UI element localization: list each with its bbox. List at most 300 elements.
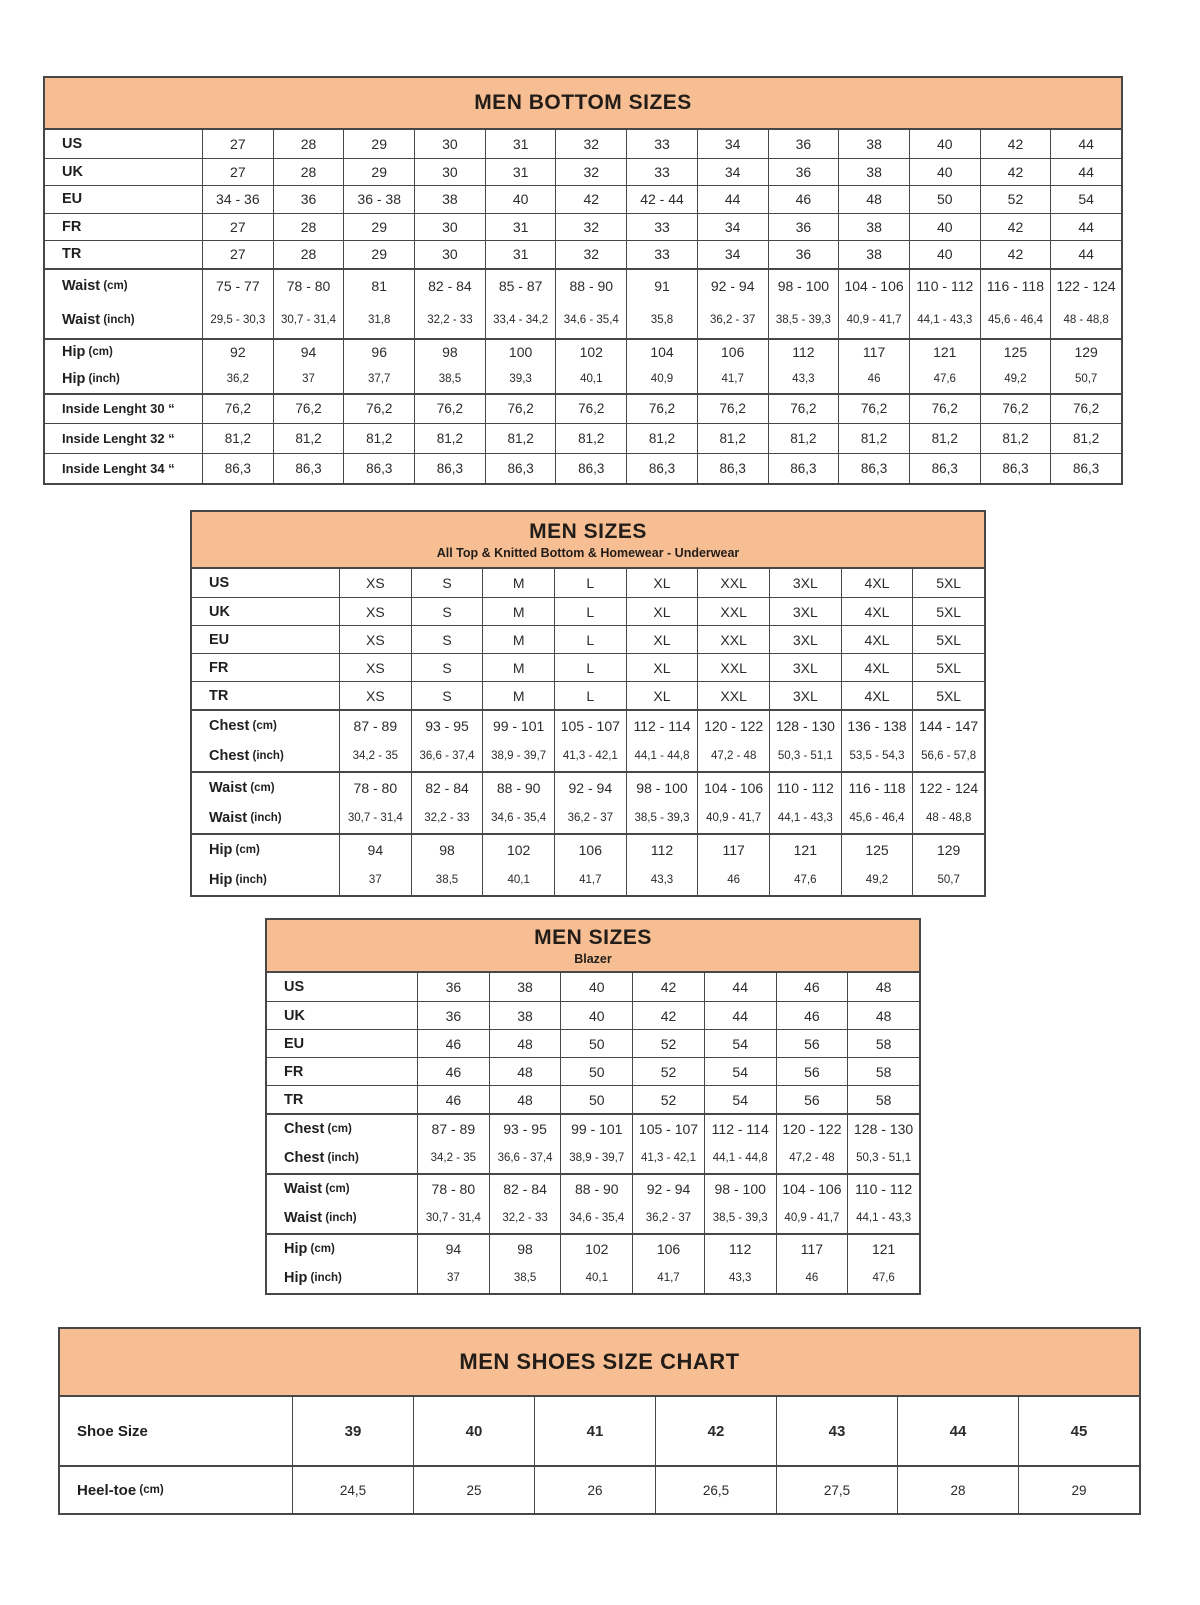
table-cell: 46 <box>417 1058 489 1085</box>
table-cell: 50,7 <box>912 864 984 895</box>
table-row <box>45 393 1121 423</box>
table-cell: 3XL <box>769 569 841 597</box>
table-row <box>45 423 1121 453</box>
table-cell: 58 <box>847 1030 919 1057</box>
table-cell: 40,1 <box>560 1263 632 1293</box>
table-cell: 31 <box>485 241 556 268</box>
table-cell: 44,1 - 43,3 <box>769 802 841 833</box>
table-cell: 121 <box>909 340 980 366</box>
table-cell: 30 <box>414 214 485 241</box>
table-cell: 33 <box>626 214 697 241</box>
table-cell: 3XL <box>769 654 841 681</box>
table-cell: 46 <box>417 1030 489 1057</box>
table-cell: 38 <box>489 1002 561 1029</box>
table-cell: 32,2 - 33 <box>411 802 483 833</box>
table-cell: 26,5 <box>655 1467 776 1513</box>
table-cell: 38,5 <box>414 365 485 393</box>
table-row <box>45 130 1121 158</box>
table-cell: 81,2 <box>980 424 1051 453</box>
table-cell: 50 <box>560 1058 632 1085</box>
table-cell: 81,2 <box>202 424 273 453</box>
table-cell: 40 <box>909 159 980 186</box>
table-cell: 36,6 - 37,4 <box>411 740 483 771</box>
table-cell: 86,3 <box>1050 454 1121 483</box>
table-cell: 40,9 - 41,7 <box>697 802 769 833</box>
row-label: Hip (cm) <box>62 344 113 361</box>
table-cell: 36 <box>768 214 839 241</box>
table-cell: XS <box>339 598 411 625</box>
table-row <box>192 802 984 833</box>
table-cell: L <box>554 654 626 681</box>
table-cell: 117 <box>697 835 769 864</box>
table-cell: 35,8 <box>626 303 697 338</box>
table-cell: 110 - 112 <box>909 270 980 303</box>
table-cell: 40,1 <box>555 365 626 393</box>
row-label: Hip (cm) <box>284 1241 335 1257</box>
table-cell: 93 - 95 <box>411 711 483 740</box>
row-label: Waist (cm) <box>284 1181 350 1197</box>
table-cell: 40 <box>413 1397 534 1465</box>
table-title: MEN SIZES <box>529 519 647 543</box>
table-cell: 81,2 <box>626 424 697 453</box>
row-label: UK <box>62 163 83 180</box>
table-cell: 30,7 - 31,4 <box>417 1203 489 1233</box>
table-cell: 46 <box>776 1263 848 1293</box>
table-cell: 112 - 114 <box>704 1115 776 1143</box>
table-cell: S <box>411 569 483 597</box>
table-cell: 40 <box>560 1002 632 1029</box>
table-cell: M <box>482 654 554 681</box>
table-cell: 54 <box>704 1058 776 1085</box>
table-cell: 128 - 130 <box>769 711 841 740</box>
table-body <box>60 1397 1139 1513</box>
table-cell: 54 <box>704 1086 776 1113</box>
table-cell: M <box>482 682 554 709</box>
table-cell: 34,2 - 35 <box>417 1143 489 1173</box>
table-cell: 81,2 <box>1050 424 1121 453</box>
row-label: Inside Lenght 32 “ <box>62 430 175 446</box>
table-header <box>60 1329 1139 1397</box>
table-cell: 34 <box>697 130 768 158</box>
table-cell: 37 <box>417 1263 489 1293</box>
table-cell: 86,3 <box>414 454 485 483</box>
table-cell: 54 <box>704 1030 776 1057</box>
table-cell: 48 <box>847 973 919 1001</box>
table-cell: 42 <box>980 159 1051 186</box>
table-cell: 38 <box>838 214 909 241</box>
table-cell: 87 - 89 <box>339 711 411 740</box>
table-cell: 75 - 77 <box>202 270 273 303</box>
table-cell: 39 <box>292 1397 413 1465</box>
table-cell: L <box>554 682 626 709</box>
table-cell: 85 - 87 <box>485 270 556 303</box>
table-cell: 41,7 <box>632 1263 704 1293</box>
table-cell: 5XL <box>912 569 984 597</box>
table-cell: 125 <box>980 340 1051 366</box>
table-cell: XL <box>626 569 698 597</box>
table-cell: 32,2 - 33 <box>489 1203 561 1233</box>
table-title: MEN SHOES SIZE CHART <box>459 1349 740 1374</box>
table-cell: 44 <box>1050 159 1121 186</box>
table-cell: 110 - 112 <box>847 1175 919 1203</box>
table-cell: 42 <box>655 1397 776 1465</box>
row-label: Waist (cm) <box>62 278 128 294</box>
table-cell: 32 <box>555 159 626 186</box>
table-cell: 31 <box>485 130 556 158</box>
table-cell: XXL <box>697 626 769 653</box>
table-cell: 122 - 124 <box>912 773 984 802</box>
table-title: MEN SIZES <box>534 925 652 949</box>
table-cell: 36 <box>768 159 839 186</box>
table-cell: 47,2 - 48 <box>697 740 769 771</box>
table-cell: 81,2 <box>555 424 626 453</box>
table-row <box>267 1263 919 1293</box>
table-row <box>45 453 1121 483</box>
row-label: Waist (inch) <box>209 809 282 826</box>
table-cell: 49,2 <box>841 864 913 895</box>
table-cell: 81,2 <box>273 424 344 453</box>
table-cell: 44,1 - 43,3 <box>847 1203 919 1233</box>
table-cell: 38,5 - 39,3 <box>626 802 698 833</box>
table-row <box>45 268 1121 303</box>
table-cell: 44 <box>1050 130 1121 158</box>
table-cell: 76,2 <box>485 395 556 423</box>
table-cell: 76,2 <box>414 395 485 423</box>
table-cell: 40 <box>909 130 980 158</box>
table-cell: 144 - 147 <box>912 711 984 740</box>
table-cell: 32 <box>555 241 626 268</box>
table-cell: 76,2 <box>838 395 909 423</box>
table-body <box>192 569 984 895</box>
table-cell: 96 <box>343 340 414 366</box>
table-cell: 28 <box>897 1467 1018 1513</box>
table-cell: 44 <box>1050 214 1121 241</box>
table-cell: 45 <box>1018 1397 1139 1465</box>
table-cell: 37 <box>339 864 411 895</box>
table-cell: 41,3 - 42,1 <box>554 740 626 771</box>
table-row <box>45 185 1121 213</box>
table-cell: 102 <box>555 340 626 366</box>
table-cell: 48 <box>838 186 909 213</box>
row-label: Chest (cm) <box>209 717 277 734</box>
table-cell: 76,2 <box>202 395 273 423</box>
table-cell: 45,6 - 46,4 <box>841 802 913 833</box>
table-cell: 36 <box>417 1002 489 1029</box>
table-cell: 91 <box>626 270 697 303</box>
table-cell: 5XL <box>912 626 984 653</box>
row-label: Inside Lenght 34 “ <box>62 460 175 476</box>
table-cell: 98 <box>489 1235 561 1263</box>
table-cell: 102 <box>560 1235 632 1263</box>
table-cell: 5XL <box>912 682 984 709</box>
table-cell: 36 <box>768 241 839 268</box>
table-cell: 76,2 <box>626 395 697 423</box>
table-cell: 28 <box>273 241 344 268</box>
table-cell: 36,6 - 37,4 <box>489 1143 561 1173</box>
table-cell: 106 <box>697 340 768 366</box>
table-cell: 48 - 48,8 <box>912 802 984 833</box>
table-cell: 46 <box>417 1086 489 1113</box>
table-cell: 38,5 <box>489 1263 561 1293</box>
row-label: Chest (inch) <box>209 747 284 764</box>
table-header <box>192 512 984 569</box>
table-cell: 34 - 36 <box>202 186 273 213</box>
table-cell: 5XL <box>912 654 984 681</box>
table-cell: XS <box>339 569 411 597</box>
table-row <box>267 1085 919 1113</box>
table-cell: 54 <box>1050 186 1121 213</box>
table-row <box>267 1233 919 1263</box>
table-cell: XL <box>626 626 698 653</box>
table-cell: 34,6 - 35,4 <box>482 802 554 833</box>
table-title: MEN BOTTOM SIZES <box>474 91 692 114</box>
table-cell: 86,3 <box>485 454 556 483</box>
table-cell: 28 <box>273 159 344 186</box>
table-cell: 78 - 80 <box>273 270 344 303</box>
table-cell: 52 <box>632 1086 704 1113</box>
table-cell: 41,3 - 42,1 <box>632 1143 704 1173</box>
table-cell: 31,8 <box>343 303 414 338</box>
table-cell: 86,3 <box>768 454 839 483</box>
men-sizes-top-table <box>190 510 986 897</box>
row-label: Hip (inch) <box>284 1270 342 1286</box>
table-cell: 81,2 <box>343 424 414 453</box>
table-cell: 47,6 <box>847 1263 919 1293</box>
table-cell: 104 <box>626 340 697 366</box>
table-cell: 92 - 94 <box>554 773 626 802</box>
table-cell: 36,2 <box>202 365 273 393</box>
table-cell: 44 <box>704 973 776 1001</box>
table-cell: 27 <box>202 130 273 158</box>
table-cell: 27,5 <box>776 1467 897 1513</box>
table-cell: 56,6 - 57,8 <box>912 740 984 771</box>
table-cell: 28 <box>273 214 344 241</box>
row-label: FR <box>62 218 82 235</box>
table-cell: 46 <box>776 973 848 1001</box>
table-row <box>267 1001 919 1029</box>
table-cell: 40 <box>909 241 980 268</box>
table-cell: 48 - 48,8 <box>1050 303 1121 338</box>
table-cell: 36,2 - 37 <box>697 303 768 338</box>
table-row <box>45 338 1121 366</box>
table-cell: 44,1 - 43,3 <box>909 303 980 338</box>
table-cell: 86,3 <box>909 454 980 483</box>
table-row <box>45 303 1121 338</box>
row-label: FR <box>284 1063 304 1080</box>
row-label: Hip (cm) <box>209 841 260 858</box>
table-cell: 43,3 <box>704 1263 776 1293</box>
table-cell: 43,3 <box>768 365 839 393</box>
table-cell: 52 <box>980 186 1051 213</box>
table-cell: 38 <box>838 130 909 158</box>
table-subtitle: Blazer <box>574 951 612 966</box>
table-row <box>267 1029 919 1057</box>
table-cell: 29 <box>343 214 414 241</box>
row-label: FR <box>209 659 229 676</box>
table-cell: 98 <box>411 835 483 864</box>
table-cell: 33 <box>626 241 697 268</box>
table-cell: 112 <box>704 1235 776 1263</box>
table-cell: 86,3 <box>838 454 909 483</box>
table-cell: 4XL <box>841 569 913 597</box>
table-cell: S <box>411 682 483 709</box>
table-cell: 105 - 107 <box>632 1115 704 1143</box>
table-cell: 82 - 84 <box>414 270 485 303</box>
table-cell: 112 <box>626 835 698 864</box>
table-cell: 40 <box>909 214 980 241</box>
table-row <box>192 771 984 802</box>
table-cell: 117 <box>838 340 909 366</box>
table-cell: 76,2 <box>273 395 344 423</box>
row-label: US <box>62 135 83 152</box>
table-body <box>267 973 919 1293</box>
table-cell: 88 - 90 <box>555 270 626 303</box>
table-cell: 44 <box>1050 241 1121 268</box>
table-cell: 42 <box>980 130 1051 158</box>
table-cell: S <box>411 626 483 653</box>
table-cell: 86,3 <box>626 454 697 483</box>
table-cell: 4XL <box>841 598 913 625</box>
table-cell: 30 <box>414 241 485 268</box>
table-cell: XXL <box>697 682 769 709</box>
table-cell: 94 <box>273 340 344 366</box>
table-cell: 125 <box>841 835 913 864</box>
table-cell: 76,2 <box>909 395 980 423</box>
table-cell: 34,6 - 35,4 <box>560 1203 632 1233</box>
men-sizes-blazer-table <box>265 918 921 1295</box>
table-cell: 48 <box>489 1030 561 1057</box>
table-cell: 50 <box>560 1086 632 1113</box>
table-cell: 92 - 94 <box>697 270 768 303</box>
table-cell: 82 - 84 <box>489 1175 561 1203</box>
table-cell: 42 - 44 <box>626 186 697 213</box>
table-header <box>45 78 1121 130</box>
table-cell: 3XL <box>769 626 841 653</box>
table-row <box>267 973 919 1001</box>
table-body <box>45 130 1121 483</box>
table-cell: 104 - 106 <box>776 1175 848 1203</box>
table-cell: 40,9 - 41,7 <box>838 303 909 338</box>
table-cell: 86,3 <box>343 454 414 483</box>
table-cell: 99 - 101 <box>482 711 554 740</box>
table-cell: 86,3 <box>697 454 768 483</box>
table-cell: 82 - 84 <box>411 773 483 802</box>
table-cell: 49,2 <box>980 365 1051 393</box>
table-cell: XL <box>626 654 698 681</box>
table-cell: 36,2 - 37 <box>632 1203 704 1233</box>
table-cell: 31 <box>485 214 556 241</box>
table-row <box>267 1203 919 1233</box>
table-cell: 56 <box>776 1030 848 1057</box>
table-row <box>192 833 984 864</box>
table-row <box>267 1113 919 1143</box>
table-cell: 29 <box>343 241 414 268</box>
table-cell: 50,3 - 51,1 <box>847 1143 919 1173</box>
table-cell: 45,6 - 46,4 <box>980 303 1051 338</box>
table-cell: 116 - 118 <box>841 773 913 802</box>
table-cell: 48 <box>847 1002 919 1029</box>
table-cell: 81 <box>343 270 414 303</box>
table-cell: 86,3 <box>202 454 273 483</box>
table-cell: 117 <box>776 1235 848 1263</box>
row-label: UK <box>209 603 230 620</box>
table-header <box>267 920 919 973</box>
table-cell: 33,4 - 34,2 <box>485 303 556 338</box>
table-cell: 88 - 90 <box>482 773 554 802</box>
table-cell: 3XL <box>769 598 841 625</box>
table-cell: 40,1 <box>482 864 554 895</box>
table-cell: 81,2 <box>697 424 768 453</box>
table-row <box>45 365 1121 393</box>
table-cell: 37 <box>273 365 344 393</box>
table-cell: 34 <box>697 214 768 241</box>
table-cell: 76,2 <box>555 395 626 423</box>
table-cell: XS <box>339 682 411 709</box>
row-label: EU <box>284 1035 305 1052</box>
table-cell: 121 <box>847 1235 919 1263</box>
table-cell: 136 - 138 <box>841 711 913 740</box>
table-cell: 116 - 118 <box>980 270 1051 303</box>
table-cell: 86,3 <box>555 454 626 483</box>
row-label: TR <box>62 246 82 263</box>
table-row <box>267 1173 919 1203</box>
table-cell: 29 <box>343 159 414 186</box>
table-cell: 30 <box>414 130 485 158</box>
table-cell: 41 <box>534 1397 655 1465</box>
table-row <box>192 653 984 681</box>
table-cell: XXL <box>697 654 769 681</box>
table-row <box>192 740 984 771</box>
table-cell: 50 <box>560 1030 632 1057</box>
table-cell: XXL <box>697 569 769 597</box>
men-bottom-sizes-table <box>43 76 1123 485</box>
table-cell: 41,7 <box>554 864 626 895</box>
row-label: Hip (inch) <box>209 871 267 888</box>
table-cell: 40,9 - 41,7 <box>776 1203 848 1233</box>
row-label: Waist (inch) <box>62 312 135 328</box>
table-cell: 88 - 90 <box>560 1175 632 1203</box>
table-cell: 38 <box>414 186 485 213</box>
table-cell: 112 - 114 <box>626 711 698 740</box>
table-row <box>267 1057 919 1085</box>
row-label: Waist (inch) <box>284 1210 357 1226</box>
table-cell: 27 <box>202 159 273 186</box>
men-shoes-size-chart-table <box>58 1327 1141 1515</box>
table-cell: 36,2 - 37 <box>554 802 626 833</box>
table-cell: 47,6 <box>909 365 980 393</box>
table-cell: 33 <box>626 130 697 158</box>
table-cell: 110 - 112 <box>769 773 841 802</box>
table-cell: 94 <box>417 1235 489 1263</box>
table-cell: 44 <box>697 186 768 213</box>
table-cell: 81,2 <box>414 424 485 453</box>
table-cell: 106 <box>554 835 626 864</box>
table-cell: 100 <box>485 340 556 366</box>
table-cell: 128 - 130 <box>847 1115 919 1143</box>
table-cell: 56 <box>776 1058 848 1085</box>
table-cell: 34,2 - 35 <box>339 740 411 771</box>
table-cell: 58 <box>847 1058 919 1085</box>
table-cell: 58 <box>847 1086 919 1113</box>
table-cell: 4XL <box>841 654 913 681</box>
table-cell: 4XL <box>841 626 913 653</box>
row-label: Chest (cm) <box>284 1121 352 1137</box>
table-cell: 27 <box>202 241 273 268</box>
table-subtitle: All Top & Knitted Bottom & Homewear - Underwear <box>436 545 740 560</box>
table-cell: XL <box>626 598 698 625</box>
table-cell: 52 <box>632 1058 704 1085</box>
table-cell: 36 <box>417 973 489 1001</box>
